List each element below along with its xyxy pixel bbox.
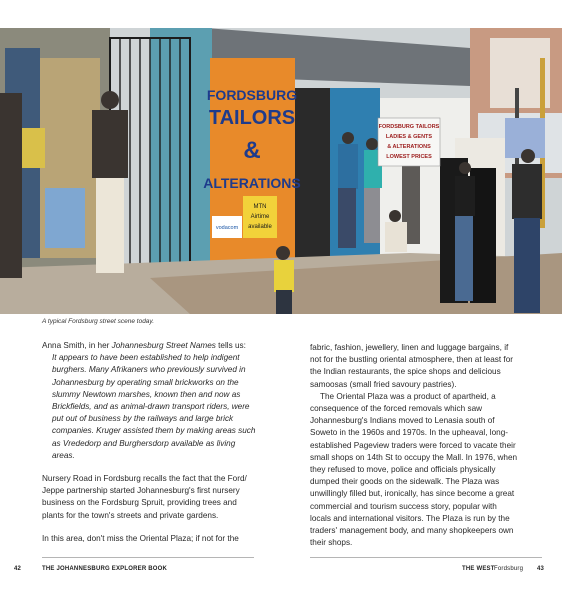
footer-rule-left — [42, 557, 254, 558]
vodacom-logo: vodacom — [215, 225, 239, 231]
sign-line-1: FORDSBURG — [206, 87, 298, 103]
mtn-line-2: Airtime — [250, 214, 270, 220]
footer-rule-right — [310, 557, 542, 558]
mtn-line-1: MTN — [253, 204, 267, 210]
intro-paragraph — [42, 340, 256, 352]
sign-line-4: ALTERATIONS — [203, 175, 301, 191]
book-title: THE JOHANNESBURG EXPLORER BOOK — [42, 566, 168, 572]
left-page-number: 42 — [14, 566, 22, 572]
oriental-plaza-intro: In this area, don't miss the Oriental Plaza; if not for the — [42, 533, 239, 543]
intro-text: Anna Smith, in her Johannesburg Street Names tells us: — [42, 341, 246, 350]
photo-caption: A typical Fordsburg street scene today. — [42, 318, 154, 325]
tailor-sign-line-4: LOWEST PRICES — [386, 154, 432, 160]
bargains-paragraph: fabric, fashion, jewellery, linen and luggage bargains, if not for the bustling oriental atmosphere, then at least for the Indian restaurants, the spice shops and delicious samoosas (small fried savoury pastries). — [310, 343, 513, 389]
nursery-paragraph: Nursery Road in Fordsburg recalls the fact that the Ford/ Jeppe partnership started Johannesburg's first nursery business on the Fordsburg Spruit, providing trees and plants for the town's streets and private gardens. — [42, 474, 247, 520]
book-reference: Johannesburg Street Names — [111, 341, 216, 350]
sign-line-2: TAILORS — [208, 107, 296, 129]
section-title: THE WEST — [462, 566, 495, 572]
apartheid-paragraph: The Oriental Plaza was a product of apartheid, a consequence of the forced removals which saw Johannesburg's Indians moved to Lenasia south of Soweto in the 1960s and 1970s. In the upheaval, long-established Pageview traders were forced to vacate their small shops on 14th St to occupy the Mall. In 1976, when they refused to move, police and officials physically dumped their goods on the sidewalk. The Plaza was unwillingly filled but, ironically, has since become a great commercial and tourism success story, popular with locals and international visitors. The Plaza is run by the traders' management body, and many shopkeepers own their shops. — [310, 391, 518, 548]
sign-line-3: & — [243, 137, 261, 164]
subsection-title: Fordsburg — [494, 566, 524, 572]
tailor-sign-line-2: LADIES & GENTS — [385, 134, 433, 140]
tailor-sign-line-3: & ALTERATIONS — [387, 144, 431, 150]
right-text-column — [310, 342, 520, 549]
street-scene-photo — [0, 28, 562, 314]
tailor-sign-line-1: FORDSBURG TAILORS — [378, 124, 440, 130]
left-text-column — [42, 340, 256, 545]
mtn-line-3: available — [248, 224, 272, 230]
right-page-number: 43 — [537, 566, 545, 572]
block-quote: It appears to have been established to help indigent burghers. Many Afrikaners who previously survived in Johannesburg by operating small brickworks on the slummy Newtown marshes, known then and now as Brickfields, and as animal-drawn transport riders, were put out of business by the railways and large brick companies. Kruger assisted them by making areas such as Vrededorp and Burghersdorp available as living areas. — [52, 353, 256, 460]
